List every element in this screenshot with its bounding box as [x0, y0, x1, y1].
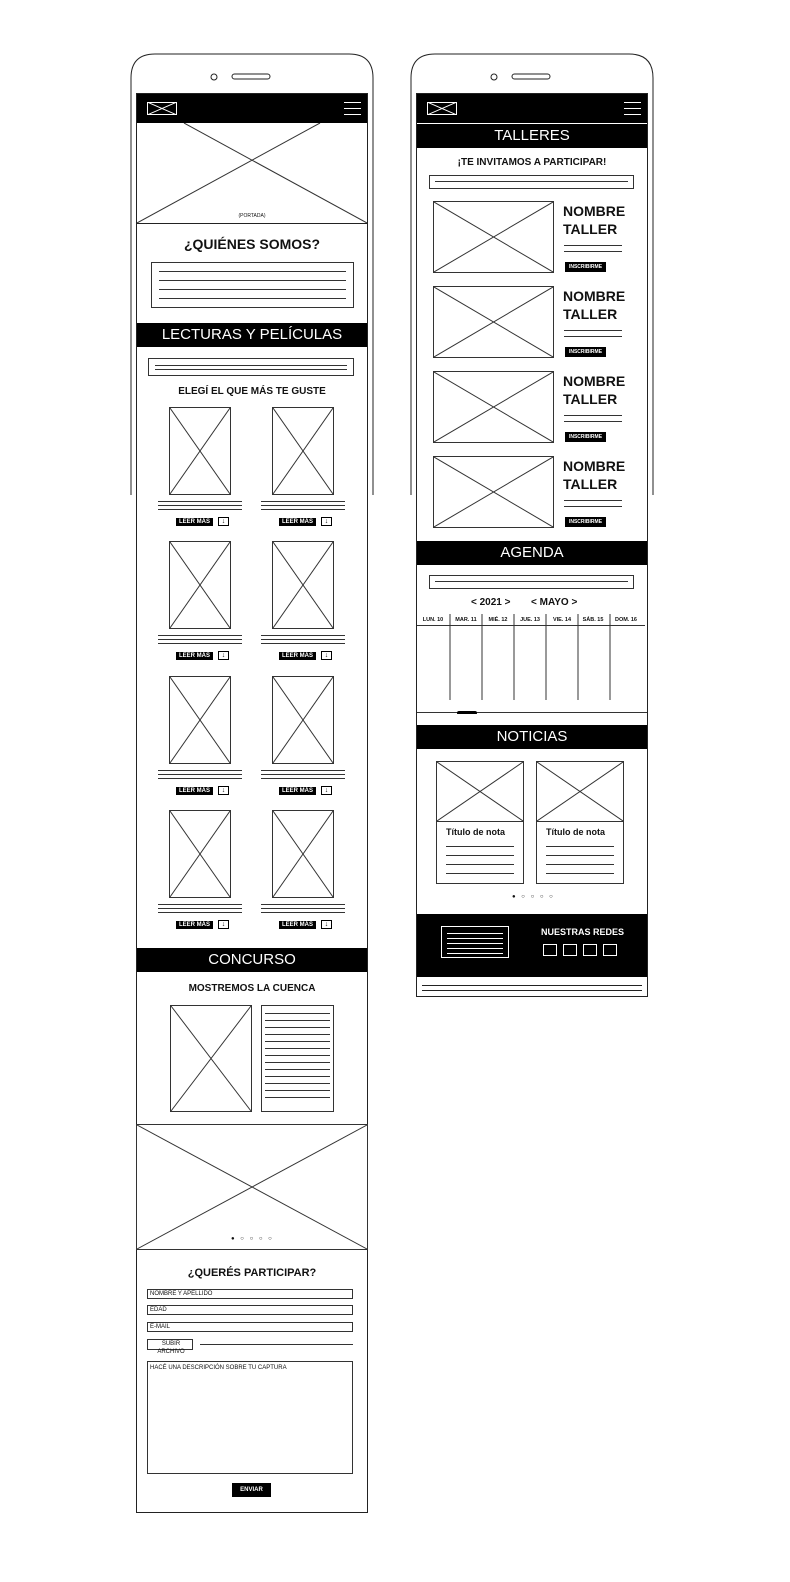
calendar-day[interactable]: MIÉ. 12 [488, 617, 508, 623]
reading-actions [279, 920, 332, 929]
description-textarea[interactable]: HACÉ UNA DESCRIPCIÓN SOBRE TU CAPTURA [147, 1361, 353, 1474]
carousel-image-placeholder[interactable] [136, 1124, 368, 1250]
contest-subtitle: MOSTREMOS LA CUENCA [188, 983, 316, 994]
reading-cover-placeholder[interactable] [169, 541, 231, 629]
calendar-grid [417, 614, 647, 714]
reading-actions [176, 786, 229, 795]
reading-cover-placeholder[interactable] [169, 810, 231, 898]
reading-actions [176, 651, 229, 660]
social-icon[interactable] [603, 944, 617, 956]
calendar-day[interactable]: SÁB. 15 [582, 617, 604, 623]
download-icon[interactable]: ↓ [218, 786, 229, 795]
workshop-image-placeholder[interactable] [433, 286, 554, 358]
read-more-button[interactable]: LEER MÁS [176, 518, 213, 526]
signup-button[interactable]: INSCRIBIRME [565, 347, 606, 357]
workshop-name-line2: TALLER [563, 221, 618, 237]
download-icon[interactable]: ↓ [218, 651, 229, 660]
workshop-name-line2: TALLER [563, 306, 618, 322]
reading-cover-placeholder[interactable] [272, 810, 334, 898]
reading-cover-placeholder[interactable] [272, 541, 334, 629]
reading-actions [279, 517, 332, 526]
signup-button[interactable]: INSCRIBIRME [565, 432, 606, 442]
carousel-dots[interactable]: ● ○ ○ ○ ○ [231, 1236, 274, 1242]
reading-cover-placeholder[interactable] [169, 407, 231, 495]
reading-cover-placeholder[interactable] [272, 676, 334, 764]
read-more-button[interactable]: LEER MÁS [279, 652, 316, 660]
month-selector[interactable]: < MAYO > [531, 597, 578, 608]
age-input[interactable]: EDAD [147, 1305, 353, 1315]
download-icon[interactable]: ↓ [218, 920, 229, 929]
submit-button[interactable]: ENVIAR [232, 1483, 271, 1497]
logo-placeholder-icon[interactable] [427, 102, 457, 115]
workshop-name-line1: NOMBRE [563, 288, 626, 304]
contest-text-box [261, 1005, 334, 1112]
hamburger-menu-icon[interactable] [344, 101, 361, 116]
social-icon[interactable] [543, 944, 557, 956]
contest-image-placeholder [170, 1005, 252, 1112]
footer [417, 914, 647, 977]
read-more-button[interactable]: LEER MÁS [176, 921, 213, 929]
signup-button[interactable]: INSCRIBIRME [565, 262, 606, 272]
social-icon[interactable] [583, 944, 597, 956]
workshop-name-line1: NOMBRE [563, 203, 626, 219]
email-input[interactable]: E-MAIL [147, 1322, 353, 1332]
reading-cover-placeholder[interactable] [169, 676, 231, 764]
workshop-name-line2: TALLER [563, 391, 618, 407]
download-icon[interactable]: ↓ [321, 920, 332, 929]
reading-actions [176, 920, 229, 929]
hamburger-menu-icon[interactable] [624, 101, 641, 116]
workshop-name-line2: TALLER [563, 476, 618, 492]
news-title: Título de nota [546, 827, 605, 837]
reading-actions [176, 517, 229, 526]
form-title: ¿QUERÉS PARTICIPAR? [187, 1267, 317, 1279]
workshops-subtitle: ¡TE INVITAMOS A PARTICIPAR! [457, 157, 607, 168]
contest-section-bar: CONCURSO [137, 948, 367, 972]
hero-image-placeholder [137, 123, 367, 223]
readings-subtitle: ELEGÍ EL QUE MÁS TE GUSTE [178, 386, 326, 397]
download-icon[interactable]: ↓ [218, 517, 229, 526]
right-header [417, 94, 647, 123]
read-more-button[interactable]: LEER MÁS [176, 787, 213, 795]
download-icon[interactable]: ↓ [321, 651, 332, 660]
news-image-placeholder [436, 761, 524, 822]
readings-search-input[interactable] [148, 358, 354, 376]
workshops-section-bar: TALLERES [417, 124, 647, 148]
social-title: NUESTRAS REDES [541, 927, 625, 937]
read-more-button[interactable]: LEER MÁS [176, 652, 213, 660]
hero-caption: (PORTADA) [238, 213, 266, 219]
about-title: ¿QUIÉNES SOMOS? [183, 236, 321, 252]
name-input[interactable]: NOMBRE Y APELLIDO [147, 1289, 353, 1299]
upload-file-button[interactable]: SUBIR ARCHIVO [147, 1339, 193, 1350]
social-icon[interactable] [563, 944, 577, 956]
calendar-day[interactable]: DOM. 16 [614, 617, 637, 623]
reading-actions [279, 786, 332, 795]
calendar-day[interactable]: MAR. 11 [455, 617, 477, 623]
news-image-placeholder [536, 761, 624, 822]
about-text-box [151, 262, 354, 308]
readings-section-bar: LECTURAS Y PELÍCULAS [137, 323, 367, 347]
news-section-bar: NOTICIAS [417, 725, 647, 749]
left-header [137, 94, 367, 123]
news-title: Título de nota [446, 827, 505, 837]
workshops-search-input[interactable] [429, 175, 634, 189]
workshop-image-placeholder[interactable] [433, 456, 554, 528]
workshop-image-placeholder[interactable] [433, 201, 554, 273]
read-more-button[interactable]: LEER MÁS [279, 787, 316, 795]
download-icon[interactable]: ↓ [321, 517, 332, 526]
agenda-section-bar: AGENDA [417, 541, 647, 565]
news-carousel-dots[interactable]: ● ○ ○ ○ ○ [512, 894, 555, 900]
download-icon[interactable]: ↓ [321, 786, 332, 795]
calendar-day[interactable]: LUN. 10 [422, 617, 444, 623]
logo-placeholder-icon[interactable] [147, 102, 177, 115]
workshop-name-line1: NOMBRE [563, 458, 626, 474]
calendar-day[interactable]: JUE. 13 [520, 617, 540, 623]
workshop-name-line1: NOMBRE [563, 373, 626, 389]
read-more-button[interactable]: LEER MÁS [279, 518, 316, 526]
signup-button[interactable]: INSCRIBIRME [565, 517, 606, 527]
reading-cover-placeholder[interactable] [272, 407, 334, 495]
read-more-button[interactable]: LEER MÁS [279, 921, 316, 929]
calendar-day[interactable]: VIE. 14 [552, 617, 572, 623]
reading-actions [279, 651, 332, 660]
workshop-image-placeholder[interactable] [433, 371, 554, 443]
agenda-search-input[interactable] [429, 575, 634, 589]
year-selector[interactable]: < 2021 > [471, 597, 511, 608]
